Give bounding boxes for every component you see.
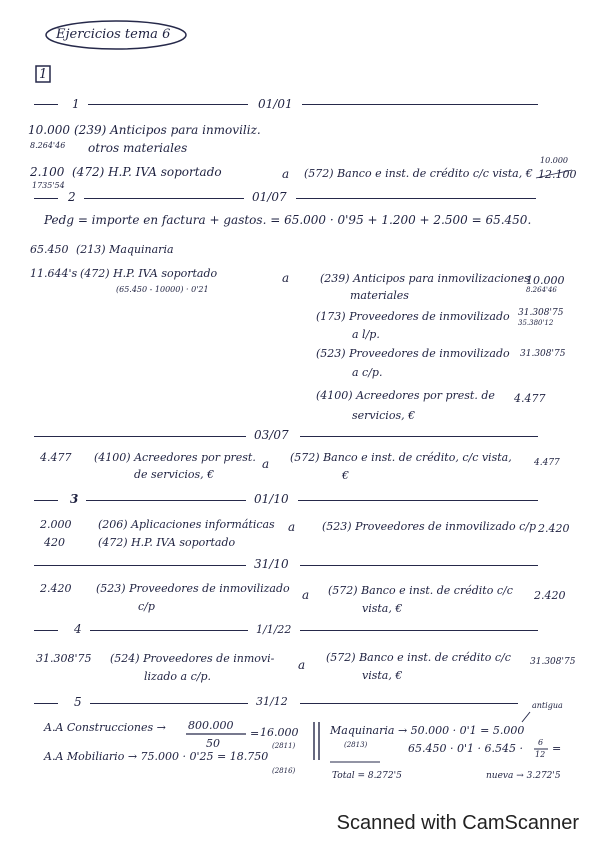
fraction-denominator: 50	[206, 737, 220, 750]
page-title: Ejercicios tema 6	[56, 27, 171, 42]
fraction-numerator: 6	[538, 738, 544, 747]
credit-amount: 31.308'75	[520, 349, 566, 359]
credit-amount-alt: 8.264'46	[526, 286, 557, 294]
credit-amount: 12.100	[538, 168, 577, 181]
fraction-denominator: 12	[535, 750, 546, 759]
entry-number: 1	[72, 97, 80, 111]
entry-date: 01/10	[254, 492, 289, 506]
arrow	[522, 712, 530, 722]
entry-date: 31/10	[254, 557, 289, 571]
separator-line	[90, 703, 248, 704]
separator-line	[34, 436, 246, 437]
credit-amount: 31.308'75	[518, 308, 564, 318]
credit-account: (572) Banco e inst. de crédito c/c	[326, 651, 511, 664]
debit-account: (4100) Acreedores por prest.	[94, 451, 256, 464]
debit-amount: 11.644's	[30, 267, 78, 280]
debit-account: (523) Proveedores de inmovilizado	[96, 582, 290, 595]
debit-amount: 4.477	[40, 451, 72, 464]
a-connector: a	[298, 658, 306, 672]
amort-maquinaria: Maquinaria → 50.000 · 0'1 = 5.000	[330, 724, 525, 737]
credit-account: (523) Proveedores de inmovilizado	[316, 347, 510, 360]
amort-maquinaria-calc: 65.450 · 0'1 · 6.545 ·	[408, 742, 523, 755]
debit-account-cont: de servicios, €	[134, 468, 215, 481]
debit-account: (472) H.P. IVA soportado	[80, 267, 218, 280]
entry-number: 3	[70, 492, 79, 506]
separator-line	[34, 104, 58, 105]
scanner-watermark: Scanned with CamScanner	[336, 812, 579, 834]
debit-amount-alt: 1735'54	[32, 181, 65, 190]
entry-date: 01/01	[258, 97, 293, 111]
debit-amount: 2.100	[30, 165, 65, 179]
credit-amount: 2.420	[538, 522, 570, 535]
separator-line	[34, 630, 58, 631]
credit-amount: 31.308'75	[530, 657, 576, 667]
purchase-price-note: Pedg = importe en factura + gastos. = 65.000 · 0'95 + 1.200 + 2.500 = 65.450.	[44, 213, 532, 227]
credit-amount: 4.477	[534, 458, 560, 468]
separator-line	[302, 104, 538, 105]
separator-line	[300, 436, 538, 437]
note-antigua: antigua	[532, 701, 563, 710]
entry-number: 5	[74, 695, 82, 709]
a-connector: a	[262, 457, 270, 471]
account-code: (2813)	[344, 741, 368, 749]
total: Total = 8.272'5	[332, 771, 402, 781]
credit-account: (572) Banco e inst. de crédito c/c vista, €	[304, 167, 533, 180]
separator-line	[296, 198, 536, 199]
a-connector: a	[302, 588, 310, 602]
amort-result: 16.000	[260, 726, 299, 739]
debit-account: (472) H.P. IVA soportado	[98, 536, 236, 549]
credit-account-cont: vista, €	[362, 602, 403, 615]
separator-line	[34, 703, 58, 704]
debit-account-cont: otros materiales	[88, 141, 188, 155]
exercise-number: 1	[39, 67, 48, 82]
debit-amount: 420	[44, 536, 65, 549]
credit-account-cont: a c/p.	[352, 366, 383, 379]
equals-sign: =	[552, 742, 562, 755]
fraction-numerator: 800.000	[188, 719, 234, 732]
credit-amount-alt: 10.000	[540, 156, 568, 165]
separator-line	[34, 565, 246, 566]
credit-account-cont: servicios, €	[352, 409, 416, 422]
debit-amount: 31.308'75	[36, 652, 92, 665]
debit-account-cont: c/p	[138, 600, 155, 613]
entry-number: 2	[68, 190, 76, 204]
separator-line	[300, 630, 538, 631]
credit-account-cont: a l/p.	[352, 328, 380, 341]
debit-account-cont: lizado a c/p.	[144, 670, 212, 683]
account-code: (2811)	[272, 742, 296, 750]
debit-account: (472) H.P. IVA soportado	[72, 165, 222, 179]
separator-line	[300, 703, 518, 704]
separator-line	[34, 198, 58, 199]
a-connector: a	[282, 167, 290, 181]
credit-account: (572) Banco e inst. de crédito c/c	[328, 584, 513, 597]
separator-line	[34, 500, 58, 501]
entry-date: 03/07	[254, 428, 289, 442]
debit-account: (206) Aplicaciones informáticas	[98, 518, 275, 531]
credit-account: (523) Proveedores de inmovilizado c/p	[322, 520, 537, 533]
credit-account: (4100) Acreedores por prest. de	[316, 389, 495, 402]
amort-construcciones: A.A Construcciones →	[44, 721, 166, 734]
entry-date: 01/07	[252, 190, 287, 204]
debit-account: (524) Proveedores de inmovi-	[110, 652, 275, 665]
debit-amount: 65.450	[30, 243, 69, 256]
credit-amount: 2.420	[534, 589, 566, 602]
equals-sign: =	[250, 727, 260, 740]
debit-account: (213) Maquinaria	[76, 243, 174, 256]
debit-amount: 2.420	[40, 582, 72, 595]
credit-amount: 4.477	[514, 392, 546, 405]
entry-date: 1/1/22	[256, 623, 292, 636]
separator-line	[88, 104, 248, 105]
nueva: nueva → 3.272'5	[486, 771, 561, 781]
debit-amount: 10.000	[28, 123, 70, 137]
credit-account-cont: materiales	[350, 289, 409, 302]
credit-account: (239) Anticipos para inmovilizaciones	[320, 272, 530, 285]
credit-account: (173) Proveedores de inmovilizado	[316, 310, 510, 323]
debit-calc: (65.450 - 10000) · 0'21	[116, 285, 209, 294]
separator-line	[84, 198, 244, 199]
a-connector: a	[282, 271, 290, 285]
a-connector: a	[288, 520, 296, 534]
account-code: (2816)	[272, 767, 296, 775]
credit-account-cont: €	[342, 469, 349, 482]
debit-account: (239) Anticipos para inmoviliz.	[74, 123, 261, 137]
separator-line	[90, 630, 248, 631]
separator-line	[86, 500, 246, 501]
separator-line	[300, 565, 538, 566]
separator-line	[298, 500, 538, 501]
debit-amount: 2.000	[40, 518, 72, 531]
credit-amount: 10.000	[526, 274, 565, 287]
entry-number: 4	[74, 622, 82, 636]
credit-account: (572) Banco e inst. de crédito, c/c vista,	[290, 451, 512, 464]
amort-mobiliario: A.A Mobiliario → 75.000 · 0'25 = 18.750	[44, 750, 269, 763]
credit-account-cont: vista, €	[362, 669, 403, 682]
debit-amount-alt: 8.264'46	[30, 141, 66, 150]
entry-date: 31/12	[256, 695, 288, 708]
credit-amount-alt: 35.380'12	[518, 319, 554, 327]
